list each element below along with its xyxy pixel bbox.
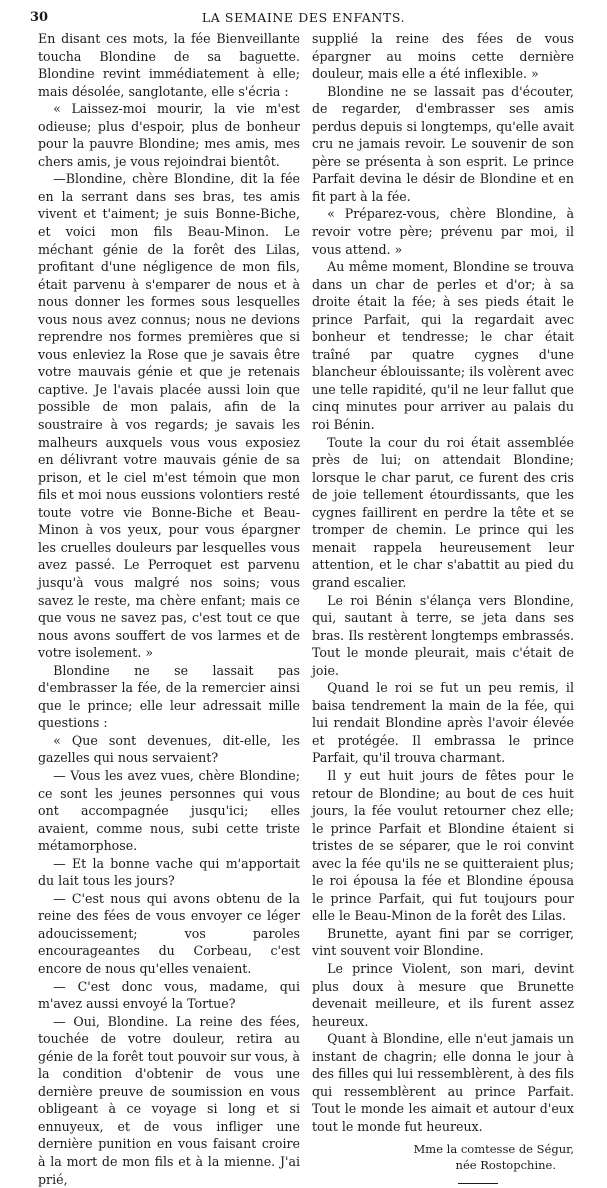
paragraph: En disant ces mots, la fée Bienveillante toucha Blondine de sa baguette. Blondine revint immédiatement à elle; mais désolée, sanglotante, elle s'écria : <box>38 31 300 99</box>
paragraph: — C'est nous qui avons obtenu de la reine des fées de vous envoyer ce léger adoucissement; vos paroles encourageantes du Corbeau, c'est encore de nous qu'elles venaient. <box>38 890 300 976</box>
paragraph: Quand le roi se fut un peu remis, il baisa tendrement la main de la fée, qui lui rendait Blondine après l'avoir élevée et protégée. Il embrassa le prince Parfait, qu'il trouva charmant. <box>312 680 574 766</box>
left-column <box>38 30 300 1188</box>
paragraph: « Que sont devenues, dit-elle, les gazelles qui nous servaient? <box>38 732 300 766</box>
paragraph: Blondine ne se lassait pas d'embrasser la fée, de la remercier ainsi que le prince; elle leur adressait mille questions : <box>38 662 300 731</box>
paragraph: Brunette, ayant fini par se corriger, vint souvent voir Blondine. <box>312 925 574 959</box>
paragraph: « Préparez-vous, chère Blondine, à revoir votre père; prévenu par moi, il vous attend. » <box>312 206 574 257</box>
paragraph: — Oui, Blondine. La reine des fées, touchée de votre douleur, retira au génie de la forêt tout pouvoir sur vous, à la condition d'obtenir de vous une dernière preuve de soumission en vous obligeant à ce voyage si long et si ennuyeux, et de vous infliger une dernière punition en vous faisant croire à la mort de mon fils et à la mienne. J'ai prié, <box>38 1013 300 1187</box>
paragraph: Il y eut huit jours de fêtes pour le retour de Blondine; au bout de ces huit jours, la fée voulut retourner chez elle; le prince Parfait et Blondine étaient si tristes de se séparer, que le roi convint avec la fée qu'ils ne se quitteraient plus; le roi épousa la fée et Blondine épousa le prince Parfait, qui fut toujours pour elle le Beau-Minon de la forêt des Lilas. <box>312 767 574 924</box>
end-rule <box>458 1183 498 1184</box>
right-column <box>312 30 574 1184</box>
author-name: Mme la comtesse de Ségur, <box>413 1142 574 1157</box>
author-signature <box>312 1141 574 1173</box>
paragraph: Au même moment, Blondine se trouva dans un char de perles et d'or; à sa droite était la fée; à ses pieds était le prince Parfait, qui la regardait avec bonheur et tendresse; le char était traîné par quatre cygnes d'une blancheur éblouissante; ils volèrent avec une telle rapidité, qu'il ne leur fallut que cinq minutes pour arriver au palais du roi Bénin. <box>312 259 574 433</box>
paragraph: Le prince Violent, son mari, devint plus doux à mesure que Brunette devenait meilleure, et ils furent assez heureux. <box>312 960 574 1029</box>
paragraph-continuation: supplié la reine des fées de vous épargner au moins cette dernière douleur, mais elle a été inflexible. » <box>312 31 574 82</box>
paragraph: Blondine ne se lassait pas d'écouter, de regarder, d'embrasser ses amis perdus depuis si longtemps, qu'elle avait cru ne jamais revoir. Le souvenir de son père se présenta à son esprit. Le prince Parfait devina le désir de Blondine et en fit part à la fée. <box>312 83 574 204</box>
paragraph: — Et la bonne vache qui m'apportait du lait tous les jours? <box>38 855 300 889</box>
paragraph: Le roi Bénin s'élança vers Blondine, qui, sautant à terre, se jeta dans ses bras. Ils restèrent longtemps embrassés. Tout le monde pleurait, mais c'était de joie. <box>312 592 574 678</box>
running-title: LA SEMAINE DES ENFANTS. <box>201 10 406 25</box>
author-maiden-name: née Rostopchine. <box>455 1158 556 1173</box>
paragraph: Toute la cour du roi était assemblée près de lui; on attendait Blondine; lorsque le char parut, ce furent des cris de joie tellement étourdissants, que les cygnes faillirent en perdre la tête et se tromper de chemin. Le prince qui les menait rappela heureusement leur attention, et le char s'abattit au pied du grand escalier. <box>312 434 574 590</box>
paragraph: — Vous les avez vues, chère Blondine; ce sont les jeunes personnes qui vous ont accompagnée jusqu'ici; elles avaient, comme nous, subi cette triste métamorphose. <box>38 767 300 854</box>
paragraph: Quant à Blondine, elle n'eut jamais un instant de chagrin; elle donna le jour à des filles qui lui ressemblèrent, à des fils qui ressemblèrent au prince Parfait. Tout le monde les aimait et autour d'eux tout le monde fut heureux. <box>312 1031 574 1134</box>
paragraph: —Blondine, chère Blondine, dit la fée en la serrant dans ses bras, tes amis vivent et t'aiment; je suis Bonne-Biche, et voici mon fils Beau-Minon. Le méchant génie de la forêt des Lilas, profitant d'une négligence de mon fils, était parvenu à s'emparer de nous et à nous donner les formes sous lesquelles vous nous avez connus; nous ne devions reprendre nos formes premières que si vous enleviez la Rose que je savais être votre mauvais génie et que je retenais captive. Je l'avais placée aussi loin que possible de mon palais, afin de la soustraire à vos regards; je savais les malheurs auxquels vous vous exposiez en délivrant votre mauvais génie de sa prison, et le ciel m'est témoin que mon fils et moi nous eussions volontiers resté toute votre vie Bonne-Biche et Beau-Minon à vos yeux, pour vous épargner les cruelles douleurs par lesquelles vous avez passé. Le Perroquet est parvenu jusqu'à vous malgré nos soins; vous savez le reste, ma chère enfant; mais ce que vous ne savez pas, c'est tout ce que nous avons souffert de vos larmes et de votre isolement. » <box>38 171 300 661</box>
paragraph: « Laissez-moi mourir, la vie m'est odieuse; plus d'espoir, plus de bonheur pour la pauvre Blondine; mes amis, mes chers amis, je vous rejoindrai bientôt. <box>38 101 300 169</box>
paragraph: — C'est donc vous, madame, qui m'avez aussi envoyé la Tortue? <box>38 978 300 1012</box>
page-number: 30 <box>30 10 49 25</box>
